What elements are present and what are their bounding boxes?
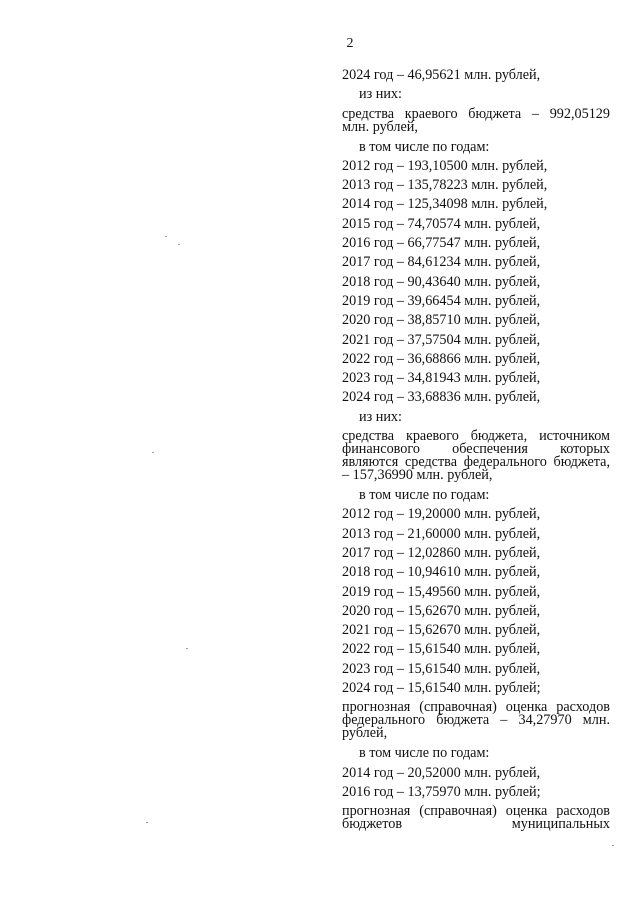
section-subheading: из них:	[359, 86, 402, 103]
page-number: 2	[346, 36, 354, 51]
budget-year-line: 2018 год – 10,94610 млн. рублей,	[342, 564, 541, 581]
budget-year-line: 2020 год – 15,62670 млн. рублей,	[342, 602, 541, 619]
budget-year-line: 2013 год – 21,60000 млн. рублей,	[342, 525, 541, 542]
budget-year-line: 2017 год – 84,61234 млн. рублей,	[342, 254, 541, 271]
scan-speck	[178, 244, 180, 245]
scan-speck	[152, 452, 154, 453]
budget-year-line: 2017 год – 12,02860 млн. рублей,	[342, 544, 541, 561]
budget-year-line: 2024 год – 46,95621 млн. рублей,	[342, 67, 541, 83]
scan-speck	[146, 822, 148, 823]
budget-year-line: 2016 год – 66,77547 млн. рублей,	[342, 235, 541, 252]
document-text-column	[342, 66, 610, 835]
budget-year-line: 2018 год – 90,43640 млн. рублей,	[342, 273, 541, 290]
budget-year-line: 2023 год – 34,81943 млн. рублей,	[342, 370, 541, 387]
budget-year-line: 2022 год – 36,68866 млн. рублей,	[342, 350, 541, 367]
budget-year-line: 2021 год – 15,62670 млн. рублей,	[342, 622, 541, 639]
budget-year-line: 2012 год – 19,20000 млн. рублей,	[342, 506, 541, 523]
budget-year-line: 2019 год – 39,66454 млн. рублей,	[342, 292, 541, 309]
section-subheading: в том числе по годам:	[359, 138, 490, 155]
scan-speck	[612, 845, 614, 846]
budget-year-line: 2021 год – 37,57504 млн. рублей,	[342, 331, 541, 348]
funding-paragraph: прогнозная (справочная) оценка расходов бюджетов муниципальных	[342, 803, 610, 833]
section-subheading: в том числе по годам:	[359, 745, 490, 762]
budget-year-line: 2024 год – 15,61540 млн. рублей;	[342, 680, 541, 697]
budget-year-line: 2014 год – 20,52000 млн. рублей,	[342, 764, 541, 781]
budget-year-line: 2019 год – 15,49560 млн. рублей,	[342, 583, 541, 600]
section-subheading: из них:	[359, 408, 402, 425]
budget-year-line: 2022 год – 15,61540 млн. рублей,	[342, 641, 541, 658]
budget-year-line: 2016 год – 13,75970 млн. рублей;	[342, 783, 541, 800]
budget-year-line: 2012 год – 193,10500 млн. рублей,	[342, 157, 548, 174]
budget-year-line: 2015 год – 74,70574 млн. рублей,	[342, 215, 541, 232]
scan-speck	[186, 648, 188, 649]
budget-year-line: 2024 год – 33,68836 млн. рублей,	[342, 389, 541, 406]
section-subheading: в том числе по годам:	[359, 487, 490, 504]
budget-year-line: 2023 год – 15,61540 млн. рублей,	[342, 660, 541, 677]
budget-year-line: 2020 год – 38,85710 млн. рублей,	[342, 312, 541, 329]
budget-year-line: 2013 год – 135,78223 млн. рублей,	[342, 177, 548, 194]
budget-year-line: 2014 год – 125,34098 млн. рублей,	[342, 196, 548, 213]
funding-paragraph: средства краевого бюджета – 992,05129 млн. рублей,	[342, 105, 610, 135]
scan-speck	[165, 236, 167, 237]
funding-paragraph: средства краевого бюджета, источником финансового обеспечения которых являются средства федерального бюджета, – 157,36990 млн. рублей,	[342, 428, 610, 484]
funding-paragraph: прогнозная (справочная) оценка расходов федерального бюджета – 34,27970 млн. рублей,	[342, 699, 610, 742]
